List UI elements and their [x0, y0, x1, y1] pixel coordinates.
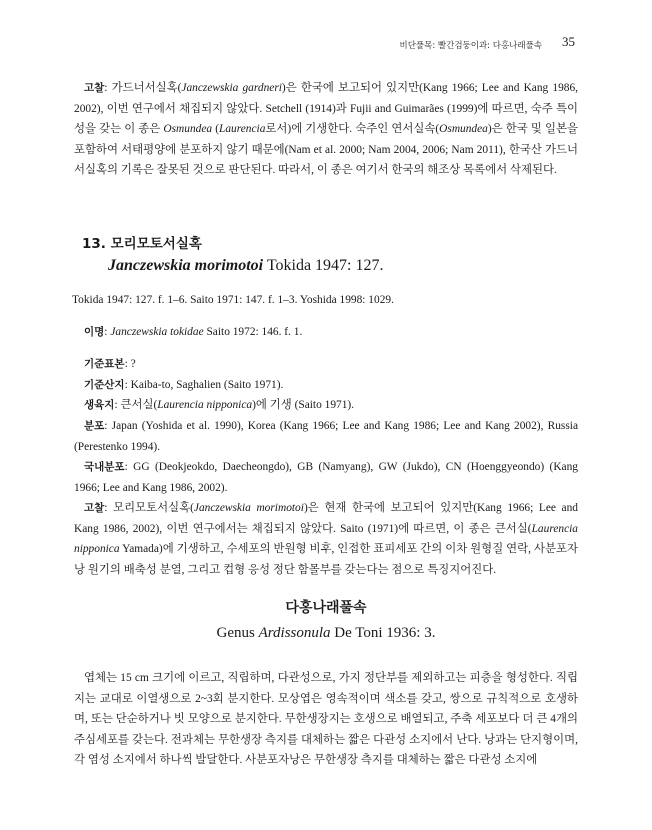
remarks-text: 로서)에 기생한다. 숙주인 연서실속(	[265, 123, 440, 136]
genus-name: Osmundea	[163, 123, 213, 136]
remarks-text: (	[212, 123, 219, 136]
colon: :	[104, 326, 111, 338]
korean-distribution-paragraph	[74, 457, 578, 498]
synonym-label: 이명	[84, 326, 105, 338]
remarks-text: )은 현재 한국에 보고되어 있지만(Kang 1966; Lee and Kang 1986, 2002), 이번 연구에서는 채집되지 않았다. Saito (1971)에 따르면, 이 종은 큰서실(	[74, 502, 579, 535]
remarks-text: : 가드너서실혹(	[104, 82, 182, 94]
habitat-text: )에 기생 (Saito 1971).	[252, 399, 355, 411]
host-species-name: Laurencia nipponica	[157, 399, 253, 411]
citation-line: Tokida 1947: 127. f. 1–6. Saito 1971: 147. f. 1–3. Yoshida 1998: 1029.	[72, 294, 394, 306]
species-number-korean: 13. 모리모토서실혹	[82, 236, 202, 252]
species-scientific-name: Janczewskia morimotoi	[108, 257, 264, 274]
synonym-reference: Saito 1972: 146. f. 1.	[203, 326, 303, 338]
genus-description: 엽체는 15 cm 크기에 이르고, 직립하며, 다관성으로, 가지 정단부를 제외하고는 피층을 형성한다. 직립지는 교대로 이열생으로 2~3회 분지한다. 모상엽은 영속적이며 색소를 갖고, 쌍으로 규칙적으로 호생하며, 또는 단순하거나 빗 모양으로 분지한다. 무한생장지는 호생으로 배열되고, 주축 세포보다 더 큰 4개의 주심세포를 갖는다. 전과체는 무한생장 측지를 대체하는 짧은 다관성 소지에서 난다. 낭과는 단지형이며, 각 염성 소지에서 하나씩 발달한다. 사분포자낭은 무한생장 측지를 대체하는 짧은 다관성 소지에	[74, 672, 578, 767]
gardneri-remarks	[74, 78, 578, 181]
genus-korean-name: 다홍나래풀속	[285, 600, 367, 616]
type-locality-value: : Kaiba-to, Saghalien (Saito 1971).	[124, 379, 284, 391]
type-specimen-line	[74, 354, 578, 375]
genus-latin-line	[0, 625, 652, 642]
type-specimen-value: : ?	[124, 358, 136, 370]
synonym-name: Janczewskia tokidae	[110, 326, 204, 338]
species-name: Janczewskia gardneri	[181, 82, 282, 94]
korean-distribution-value: : GG (Deokjeokdo, Daecheongdo), GB (Namyang), GW (Jukdo), CN (Hoenggyeondo) (Kang 1966; Lee and Kang 1986, 2002).	[74, 461, 578, 494]
running-header: 비단풀목: 빨간검둥이과: 다홍나래풀속	[399, 41, 542, 51]
type-specimen-label: 기준표본	[84, 358, 125, 370]
genus-authority: De Toni 1936: 3.	[330, 625, 436, 641]
genus-name: Laurencia	[219, 123, 266, 136]
remarks-text: : 모리모토서실혹(	[104, 502, 194, 514]
host-species-name: Laurencia nipponica	[74, 522, 578, 556]
korean-distribution-label: 국내분포	[84, 461, 125, 473]
remarks-label: 고찰	[84, 502, 105, 514]
habitat-label: 생육지	[84, 399, 115, 411]
morimotoi-remarks	[74, 498, 578, 580]
remarks-text: )은 한국 및 일본을 포함하여 서태평양에 분포하지 않기 때문에(Nam et al. 2000; Nam 2004, 2006; Nam 2011), 한국산 가드너서실혹의 기록은 잘못된 것으로 판단된다. 따라서, 이 종은 여기서 한국의 해조상 목록에서 삭제된다.	[74, 123, 578, 177]
genus-name: Osmundea	[439, 123, 488, 136]
genus-heading	[0, 597, 652, 642]
distribution-label: 분포	[84, 420, 105, 432]
habitat-line	[74, 395, 578, 416]
page-number: 35	[562, 34, 575, 49]
type-locality-line	[74, 375, 578, 396]
habitat-text: : 큰서실(	[114, 399, 158, 411]
distribution-paragraph	[74, 416, 578, 457]
distribution-value: : Japan (Yoshida et al. 1990), Korea (Kang 1966; Lee and Kang 1986; Lee and Kang 2002), Russia (Perestenko 1994).	[74, 420, 578, 453]
genus-name: Ardissonula	[258, 625, 331, 641]
genus-prefix: Genus	[216, 625, 259, 641]
remarks-label: 고찰	[84, 82, 105, 94]
species-scientific-line	[108, 257, 383, 275]
species-heading	[82, 232, 383, 275]
remarks-text: Yamada)에 기생하고, 수세포의 반원형 비후, 인접한 표피세포 간의 이차 원형질 연락, 사분포자낭 원기의 배축성 분열, 그리고 컵형 응성 정단 함몰부를 갖는다는 점으로 특징지어진다.	[74, 543, 578, 576]
species-name: Janczewskia morimotoi	[193, 502, 304, 514]
species-authority: Tokida 1947: 127.	[263, 257, 384, 274]
type-locality-label: 기준산지	[84, 379, 125, 391]
remarks-text: )은 한국에 보고되어 있지만(Kang 1966; Lee and Kang 1986, 2002), 이번 연구에서 채집되지 않았다. Setchell (1914)과 Fujii and Guimarães (1999)에 따르면, 숙주 특이성을 갖는 이 종은	[74, 82, 578, 136]
synonym-line	[74, 322, 578, 343]
